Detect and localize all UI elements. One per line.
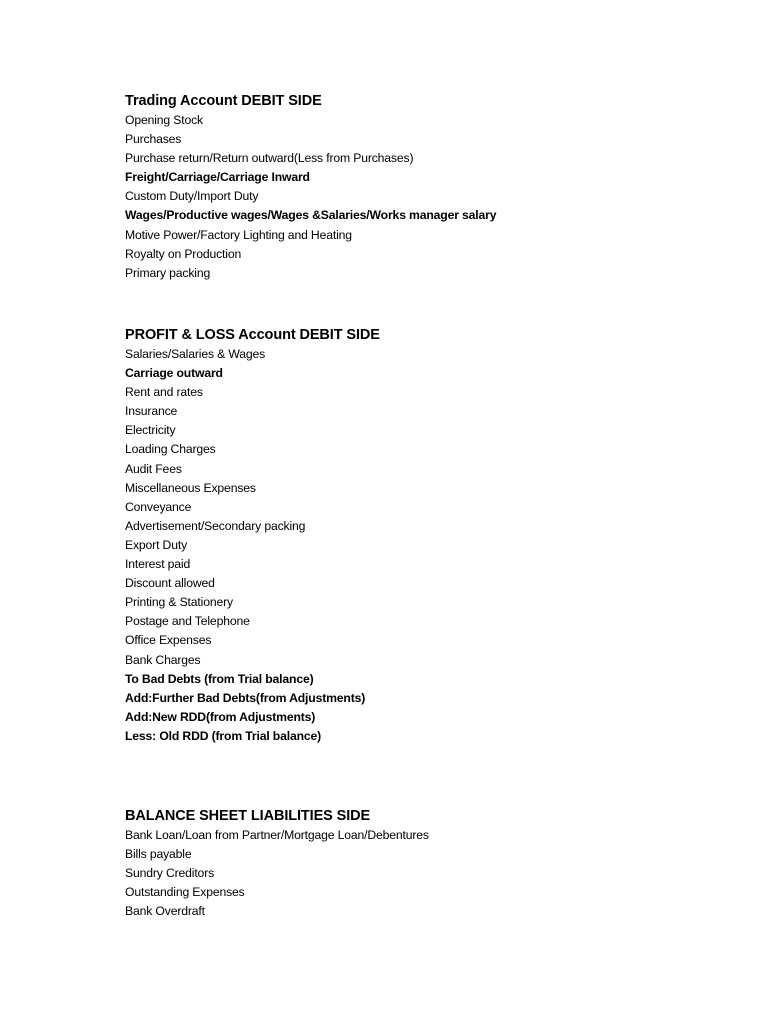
list-item: Export Duty	[125, 537, 188, 552]
list-item: Insurance	[125, 404, 178, 419]
list-item: Electricity	[125, 423, 176, 438]
list-item: Interest paid	[125, 557, 191, 572]
balance-sheet-section	[125, 806, 685, 921]
list-item: Motive Power/Factory Lighting and Heating	[125, 227, 352, 242]
list-item: Bank Loan/Loan from Partner/Mortgage Loan/Debentures	[125, 828, 429, 842]
list-item: Add:Further Bad Debts(from Adjustments)	[125, 690, 366, 705]
list-item: Postage and Telephone	[125, 614, 250, 629]
list-item: Primary packing	[125, 265, 211, 280]
balance-sheet-items-list	[125, 826, 685, 921]
list-item: Bank Charges	[125, 652, 201, 667]
section-heading: PROFIT & LOSS Account DEBIT SIDE	[125, 327, 380, 343]
list-item: Discount allowed	[125, 576, 215, 591]
list-item: Carriage outward	[125, 366, 223, 381]
list-item: Purchase return/Return outward(Less from Purchases)	[125, 151, 414, 166]
list-item: Rent and rates	[125, 385, 203, 400]
list-item: Advertisement/Secondary packing	[125, 518, 306, 533]
profit-loss-items-list	[125, 345, 685, 746]
list-item: Opening Stock	[125, 113, 203, 127]
list-item: Office Expenses	[125, 633, 212, 648]
section-heading: BALANCE SHEET LIABILITIES SIDE	[125, 808, 371, 824]
list-item: Miscellaneous Expenses	[125, 480, 256, 495]
list-item: Sundry Creditors	[125, 866, 215, 881]
list-item: Conveyance	[125, 499, 192, 514]
list-item: Salaries/Salaries & Wages	[125, 347, 266, 361]
list-item: Bank Overdraft	[125, 904, 205, 919]
list-item: Royalty on Production	[125, 246, 242, 261]
list-item: Add:New RDD(from Adjustments)	[125, 709, 316, 724]
profit-loss-section	[125, 325, 685, 746]
list-item: Freight/Carriage/Carriage Inward	[125, 170, 310, 185]
list-item: Bills payable	[125, 847, 192, 862]
list-item: Less: Old RDD (from Trial balance)	[125, 728, 322, 743]
list-item: Purchases	[125, 132, 182, 147]
list-item: Audit Fees	[125, 461, 182, 476]
trading-items-list	[125, 111, 685, 283]
list-item: To Bad Debts (from Trial balance)	[125, 671, 314, 686]
list-item: Wages/Productive wages/Wages &Salaries/Works manager salary	[125, 208, 497, 223]
list-item: Custom Duty/Import Duty	[125, 189, 259, 204]
list-item: Loading Charges	[125, 442, 216, 457]
section-heading: Trading Account DEBIT SIDE	[125, 93, 322, 109]
trading-account-section	[125, 91, 685, 283]
list-item: Printing & Stationery	[125, 595, 233, 610]
list-item: Outstanding Expenses	[125, 885, 245, 900]
